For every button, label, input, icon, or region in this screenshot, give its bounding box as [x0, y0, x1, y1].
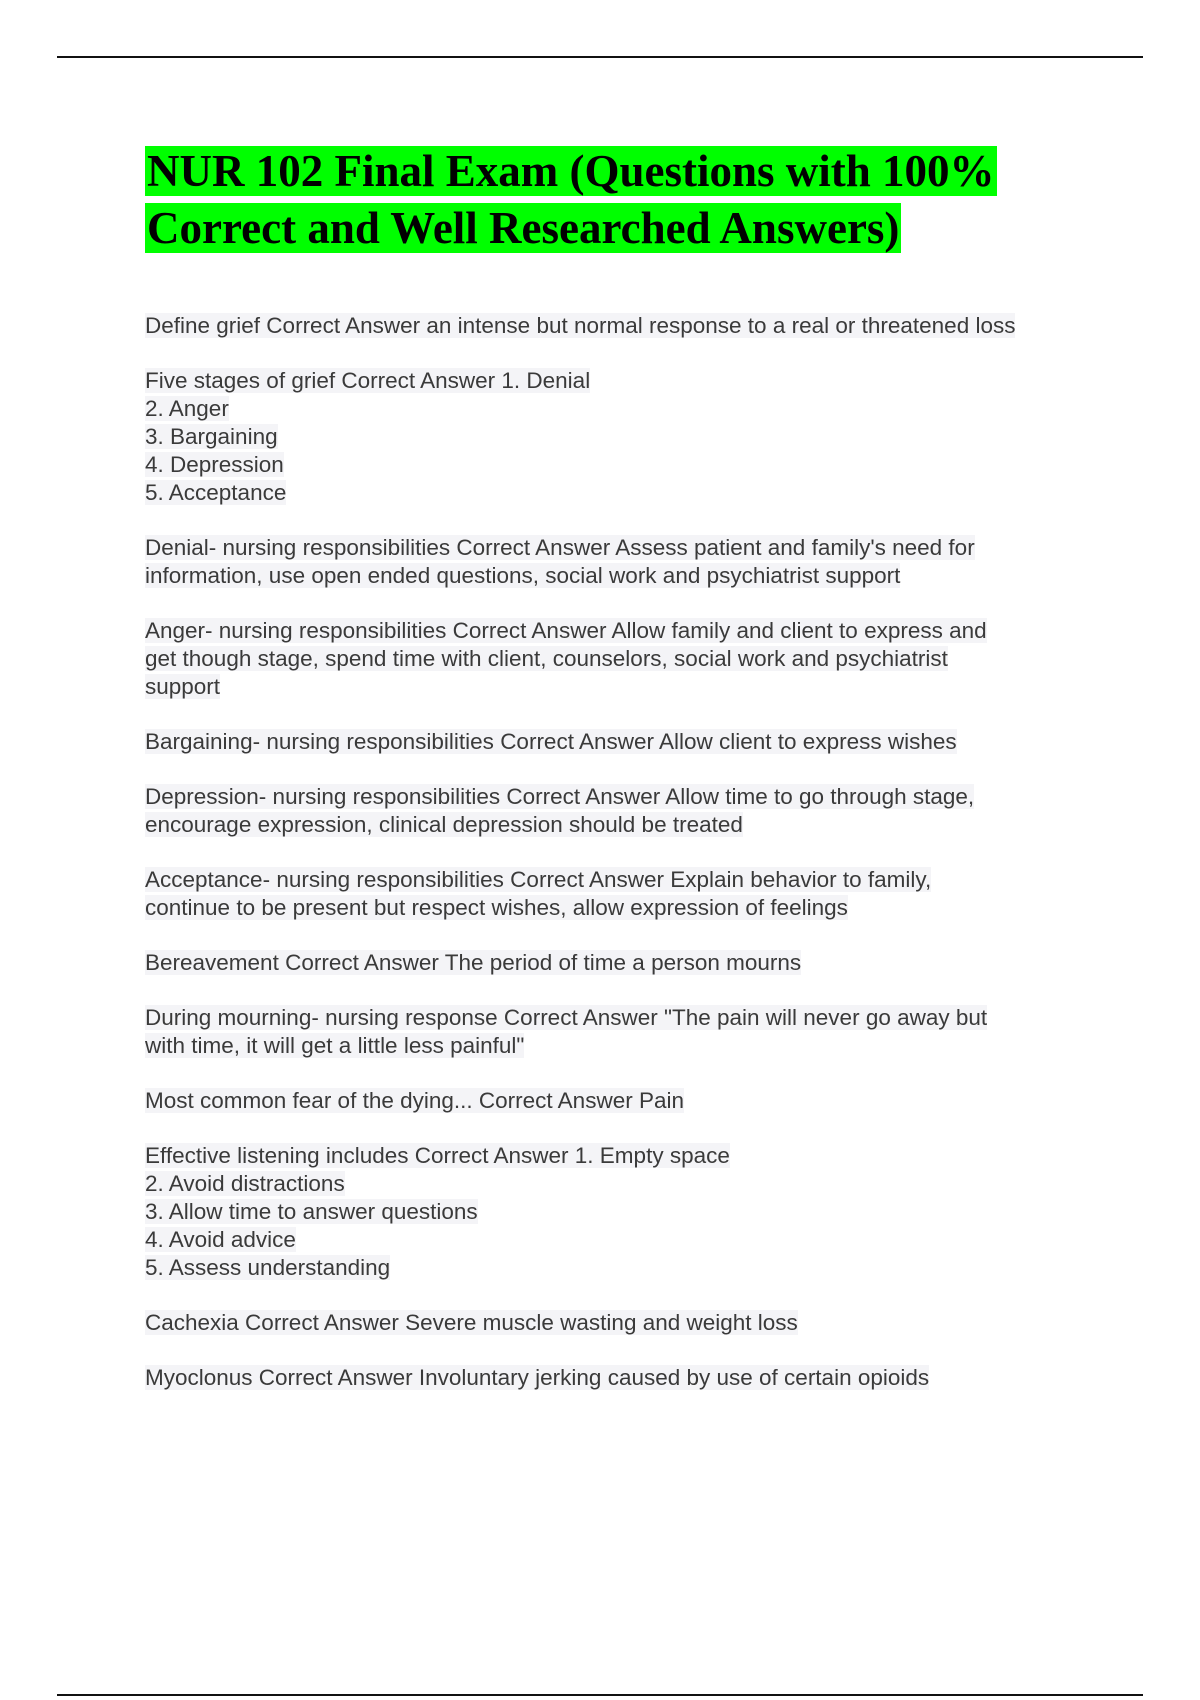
qa-line — [145, 1309, 1095, 1337]
qa-line-text: During mourning- nursing response Correct Answer "The pain will never go away but — [145, 1005, 988, 1030]
qa-line-text: Anger- nursing responsibilities Correct Answer Allow family and client to express and — [145, 618, 987, 643]
qa-line — [145, 645, 1095, 673]
qa-line-text: Acceptance- nursing responsibilities Correct Answer Explain behavior to family, — [145, 867, 932, 892]
title-line-1: NUR 102 Final Exam (Questions with 100% — [147, 146, 995, 196]
qa-item — [145, 1004, 1095, 1060]
qa-line — [145, 949, 1095, 977]
qa-line-text: Depression- nursing responsibilities Correct Answer Allow time to go through stage, — [145, 784, 975, 809]
qa-line — [145, 1226, 1095, 1254]
qa-line-text: 4. Avoid advice — [145, 1227, 296, 1252]
qa-list — [145, 312, 1095, 1419]
qa-line-text: 3. Bargaining — [145, 424, 278, 449]
qa-line — [145, 1254, 1095, 1282]
qa-line — [145, 1032, 1095, 1060]
qa-line — [145, 367, 1095, 395]
qa-line — [145, 423, 1095, 451]
title-block — [145, 143, 1075, 257]
qa-line-text: 2. Anger — [145, 396, 229, 421]
document-title — [145, 143, 1075, 257]
qa-line-text: 5. Assess understanding — [145, 1255, 391, 1280]
title-line-2: Correct and Well Researched Answers) — [147, 203, 900, 253]
qa-line-text: Myoclonus Correct Answer Involuntary jerking caused by use of certain opioids — [145, 1365, 930, 1390]
qa-line-text: with time, it will get a little less painful" — [145, 1033, 525, 1058]
qa-line — [145, 673, 1095, 701]
qa-line — [145, 1087, 1095, 1115]
qa-line-text: Denial- nursing responsibilities Correct Answer Assess patient and family's need for — [145, 535, 975, 560]
qa-line-text: Effective listening includes Correct Answer 1. Empty space — [145, 1143, 730, 1168]
qa-line — [145, 783, 1095, 811]
qa-line — [145, 1142, 1095, 1170]
qa-line-text: information, use open ended questions, social work and psychiatrist support — [145, 563, 901, 588]
qa-line-text: 2. Avoid distractions — [145, 1171, 345, 1196]
qa-line — [145, 1364, 1095, 1392]
qa-line-text: Cachexia Correct Answer Severe muscle wasting and weight loss — [145, 1310, 798, 1335]
qa-line — [145, 562, 1095, 590]
qa-item — [145, 1364, 1095, 1392]
qa-line — [145, 479, 1095, 507]
qa-line — [145, 395, 1095, 423]
qa-item — [145, 728, 1095, 756]
qa-item — [145, 783, 1095, 839]
qa-line-text: support — [145, 674, 221, 699]
qa-line — [145, 894, 1095, 922]
qa-item — [145, 312, 1095, 340]
qa-line — [145, 1170, 1095, 1198]
qa-line — [145, 1004, 1095, 1032]
qa-item — [145, 1309, 1095, 1337]
qa-line — [145, 312, 1095, 340]
qa-line-text: Bereavement Correct Answer The period of time a person mourns — [145, 950, 802, 975]
qa-line-text: Most common fear of the dying... Correct Answer Pain — [145, 1088, 684, 1113]
qa-item — [145, 949, 1095, 977]
qa-line — [145, 534, 1095, 562]
qa-line-text: Five stages of grief Correct Answer 1. Denial — [145, 368, 591, 393]
qa-line-text: continue to be present but respect wishes, allow expression of feelings — [145, 895, 848, 920]
qa-line — [145, 1198, 1095, 1226]
qa-line-text: encourage expression, clinical depression should be treated — [145, 812, 743, 837]
qa-line-text: Define grief Correct Answer an intense but normal response to a real or threatened loss — [145, 313, 1016, 338]
qa-line — [145, 451, 1095, 479]
qa-item — [145, 617, 1095, 701]
qa-line — [145, 617, 1095, 645]
qa-line-text: 4. Depression — [145, 452, 284, 477]
qa-item — [145, 1087, 1095, 1115]
qa-line — [145, 728, 1095, 756]
qa-item — [145, 367, 1095, 507]
qa-line-text: 5. Acceptance — [145, 480, 287, 505]
bottom-rule — [57, 1694, 1143, 1696]
qa-line-text: Bargaining- nursing responsibilities Correct Answer Allow client to express wishes — [145, 729, 957, 754]
qa-item — [145, 866, 1095, 922]
qa-item — [145, 1142, 1095, 1282]
qa-line-text: 3. Allow time to answer questions — [145, 1199, 478, 1224]
qa-item — [145, 534, 1095, 590]
qa-line-text: get though stage, spend time with client, counselors, social work and psychiatrist — [145, 646, 948, 671]
top-rule — [57, 56, 1143, 58]
qa-line — [145, 811, 1095, 839]
qa-line — [145, 866, 1095, 894]
